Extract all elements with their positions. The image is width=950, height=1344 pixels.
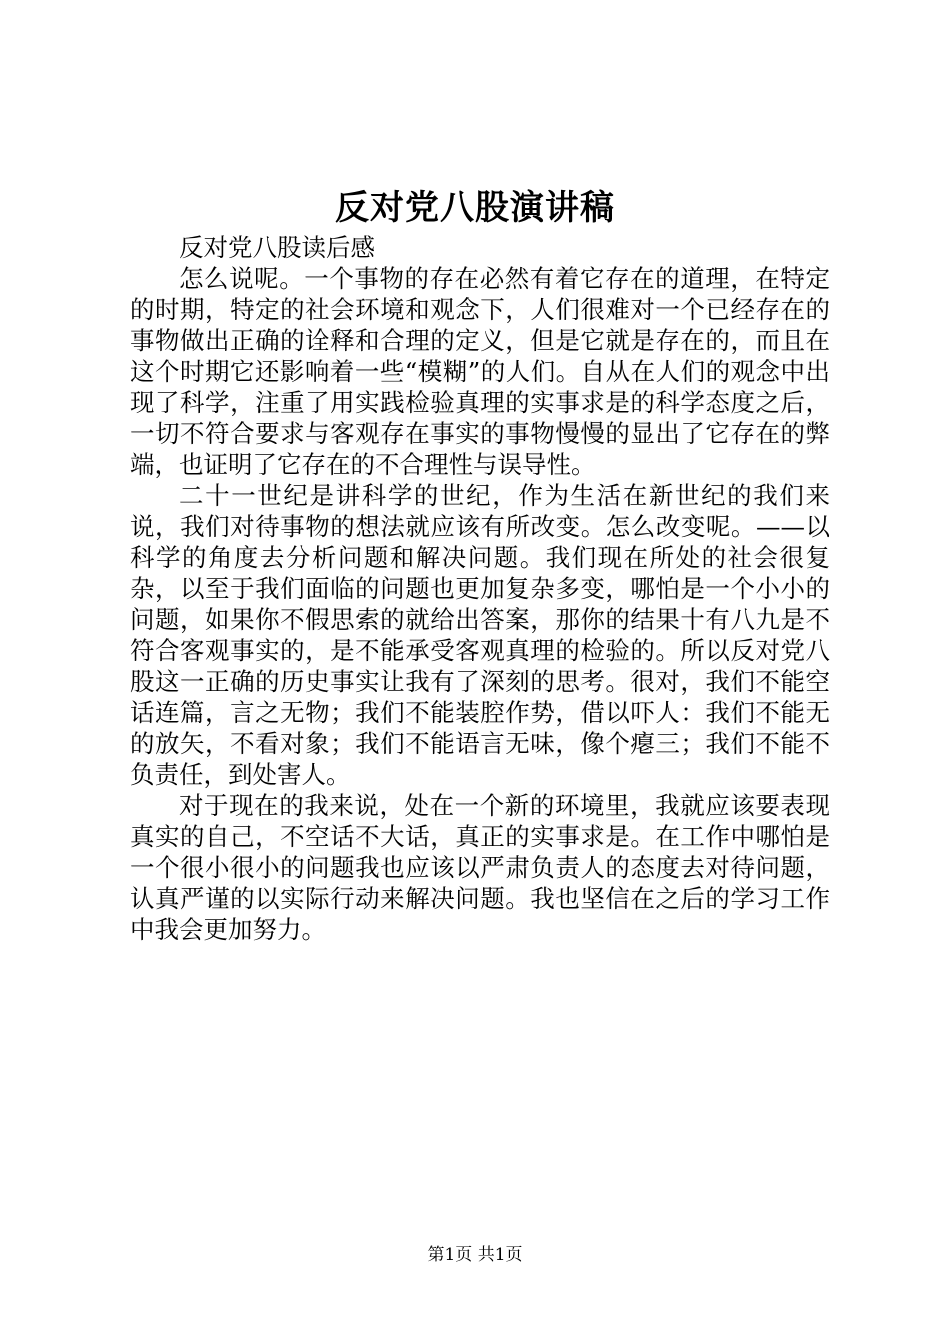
body-paragraph-3: 对于现在的我来说，处在一个新的环境里，我就应该要表现真实的自己，不空话不大话，真正的实事求是。在工作中哪怕是一个很小很小的问题我也应该以严肃负责人的态度去对待问题，认真严谨的以实际行动来解决问题。我也坚信在之后的学习工作中我会更加努力。 <box>130 791 830 944</box>
body-paragraph-2: 二十一世纪是讲科学的世纪，作为生活在新世纪的我们来说，我们对待事物的想法就应该有所改变。怎么改变呢。——以科学的角度去分析问题和解决问题。我们现在所处的社会很复杂，以至于我们面临的问题也更加复杂多变，哪怕是一个小小的问题，如果你不假思索的就给出答案，那你的结果十有八九是不符合客观事实的，是不能承受客观真理的检验的。所以反对党八股这一正确的历史事实让我有了深刻的思考。很对，我们不能空话连篇，言之无物；我们不能装腔作势，借以吓人：我们不能无的放矢，不看对象；我们不能语言无味，像个瘪三；我们不能不负责任，到处害人。 <box>130 481 830 789</box>
document-body <box>130 232 830 945</box>
subtitle-paragraph: 反对党八股读后感 <box>179 233 375 262</box>
page-footer: 第1页 共1页 <box>427 1245 523 1265</box>
body-paragraph-1: 怎么说呢。一个事物的存在必然有着它存在的道理，在特定的时期，特定的社会环境和观念下，人们很难对一个已经存在的事物做出正确的诠释和合理的定义，但是它就是存在的，而且在这个时期它还影响着一些“模糊”的人们。自从在人们的观念中出现了科学，注重了用实践检验真理的实事求是的科学态度之后，一切不符合要求与客观存在事实的事物慢慢的显出了它存在的弊端，也证明了它存在的不合理性与误导性。 <box>130 264 830 479</box>
document-title: 反对党八股演讲稿 <box>335 188 615 228</box>
